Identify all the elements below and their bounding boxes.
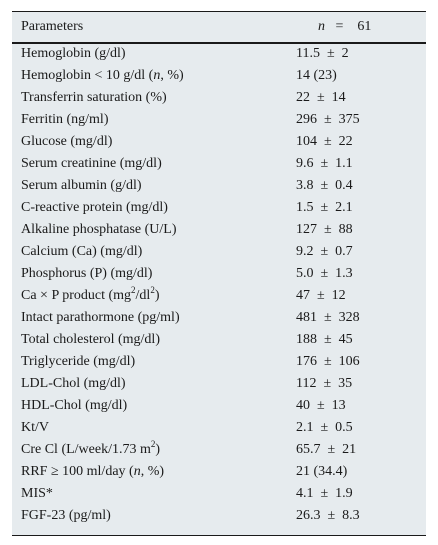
row-value: 188 ± 45	[296, 332, 353, 347]
row-value: 176 ± 106	[296, 354, 360, 369]
row-label: Calcium (Ca) (mg/dl)	[21, 244, 143, 259]
row-label: Kt/V	[21, 420, 49, 435]
row-value: 481 ± 328	[296, 310, 360, 325]
table-row	[12, 506, 426, 528]
row-value: 47 ± 12	[296, 288, 346, 303]
table-row	[12, 352, 426, 374]
row-value: 2.1 ± 0.5	[296, 420, 353, 435]
row-label: HDL-Chol (mg/dl)	[21, 398, 128, 413]
table-row	[12, 132, 426, 154]
row-label: FGF-23 (pg/ml)	[21, 508, 111, 523]
row-value: 14 (23)	[296, 68, 337, 83]
row-label: Serum creatinine (mg/dl)	[21, 156, 162, 171]
table-row	[12, 242, 426, 264]
row-value: 112 ± 35	[296, 376, 353, 391]
row-label: Ca × P product $(mg^2/dl^2)$	[21, 285, 160, 303]
row-value: 65.7 ± 21	[296, 442, 357, 457]
row-value: 127 ± 88	[296, 222, 353, 237]
row-label: Ferritin (ng/ml)	[21, 112, 109, 127]
header-n	[318, 19, 371, 35]
row-value: 26.3 ± 8.3	[296, 508, 360, 523]
row-label: Glucose (mg/dl)	[21, 134, 113, 149]
table-row	[12, 88, 426, 110]
table-row	[12, 374, 426, 396]
row-label: Transferrin saturation (%)	[21, 90, 167, 105]
table-row	[12, 110, 426, 132]
table-bottom-rule	[12, 535, 426, 536]
row-label: MIS*	[21, 486, 53, 501]
row-label: Total cholesterol (mg/dl)	[21, 332, 160, 347]
table-row	[12, 308, 426, 330]
table-header	[12, 12, 426, 42]
row-label: Serum albumin (g/dl)	[21, 178, 142, 193]
table-row	[12, 220, 426, 242]
row-label: LDL-Chol (mg/dl)	[21, 376, 126, 391]
row-value: 21 (34.4)	[296, 464, 348, 479]
row-label: C-reactive protein (mg/dl)	[21, 200, 168, 215]
row-label: Hemoglobin (g/dl)	[21, 46, 126, 61]
header-n-label: n	[318, 19, 325, 34]
table-row	[12, 66, 426, 88]
table-row	[12, 484, 426, 506]
row-value: 11.5 ± 2	[296, 46, 349, 61]
table-row	[12, 396, 426, 418]
row-label: Triglyceride (mg/dl)	[21, 354, 136, 369]
table-row	[12, 462, 426, 484]
header-n-eq: =	[335, 19, 344, 34]
row-value: 9.6 ± 1.1	[296, 156, 353, 171]
row-value: 4.1 ± 1.9	[296, 486, 353, 501]
row-label: RRF ≥ 100 ml/day (n, %)	[21, 464, 165, 479]
table-row	[12, 176, 426, 198]
row-value: 5.0 ± 1.3	[296, 266, 353, 281]
table-row	[12, 418, 426, 440]
header-n-value: 61	[357, 19, 372, 34]
row-label: Cre Cl (L/week/1.73 $m^2$)	[21, 439, 161, 457]
row-label: Alkaline phosphatase (U/L)	[21, 222, 177, 237]
row-value: 296 ± 375	[296, 112, 360, 127]
table-row	[12, 286, 426, 308]
row-value: 3.8 ± 0.4	[296, 178, 353, 193]
parameters-table	[12, 11, 426, 536]
row-label: Hemoglobin < 10 g/dl (n, %)	[21, 68, 184, 83]
table-row	[12, 264, 426, 286]
table-row	[12, 440, 426, 462]
row-label: Intact parathormone (pg/ml)	[21, 310, 180, 325]
row-value: 40 ± 13	[296, 398, 346, 413]
table-row	[12, 198, 426, 220]
row-value: 9.2 ± 0.7	[296, 244, 353, 259]
table-row	[12, 154, 426, 176]
table-row	[12, 330, 426, 352]
table-body	[12, 44, 426, 528]
row-label: Phosphorus (P) (mg/dl)	[21, 266, 153, 281]
row-value: 22 ± 14	[296, 90, 346, 105]
row-value: 104 ± 22	[296, 134, 353, 149]
table-row	[12, 44, 426, 66]
row-value: 1.5 ± 2.1	[296, 200, 353, 215]
header-parameters: Parameters	[21, 19, 84, 34]
